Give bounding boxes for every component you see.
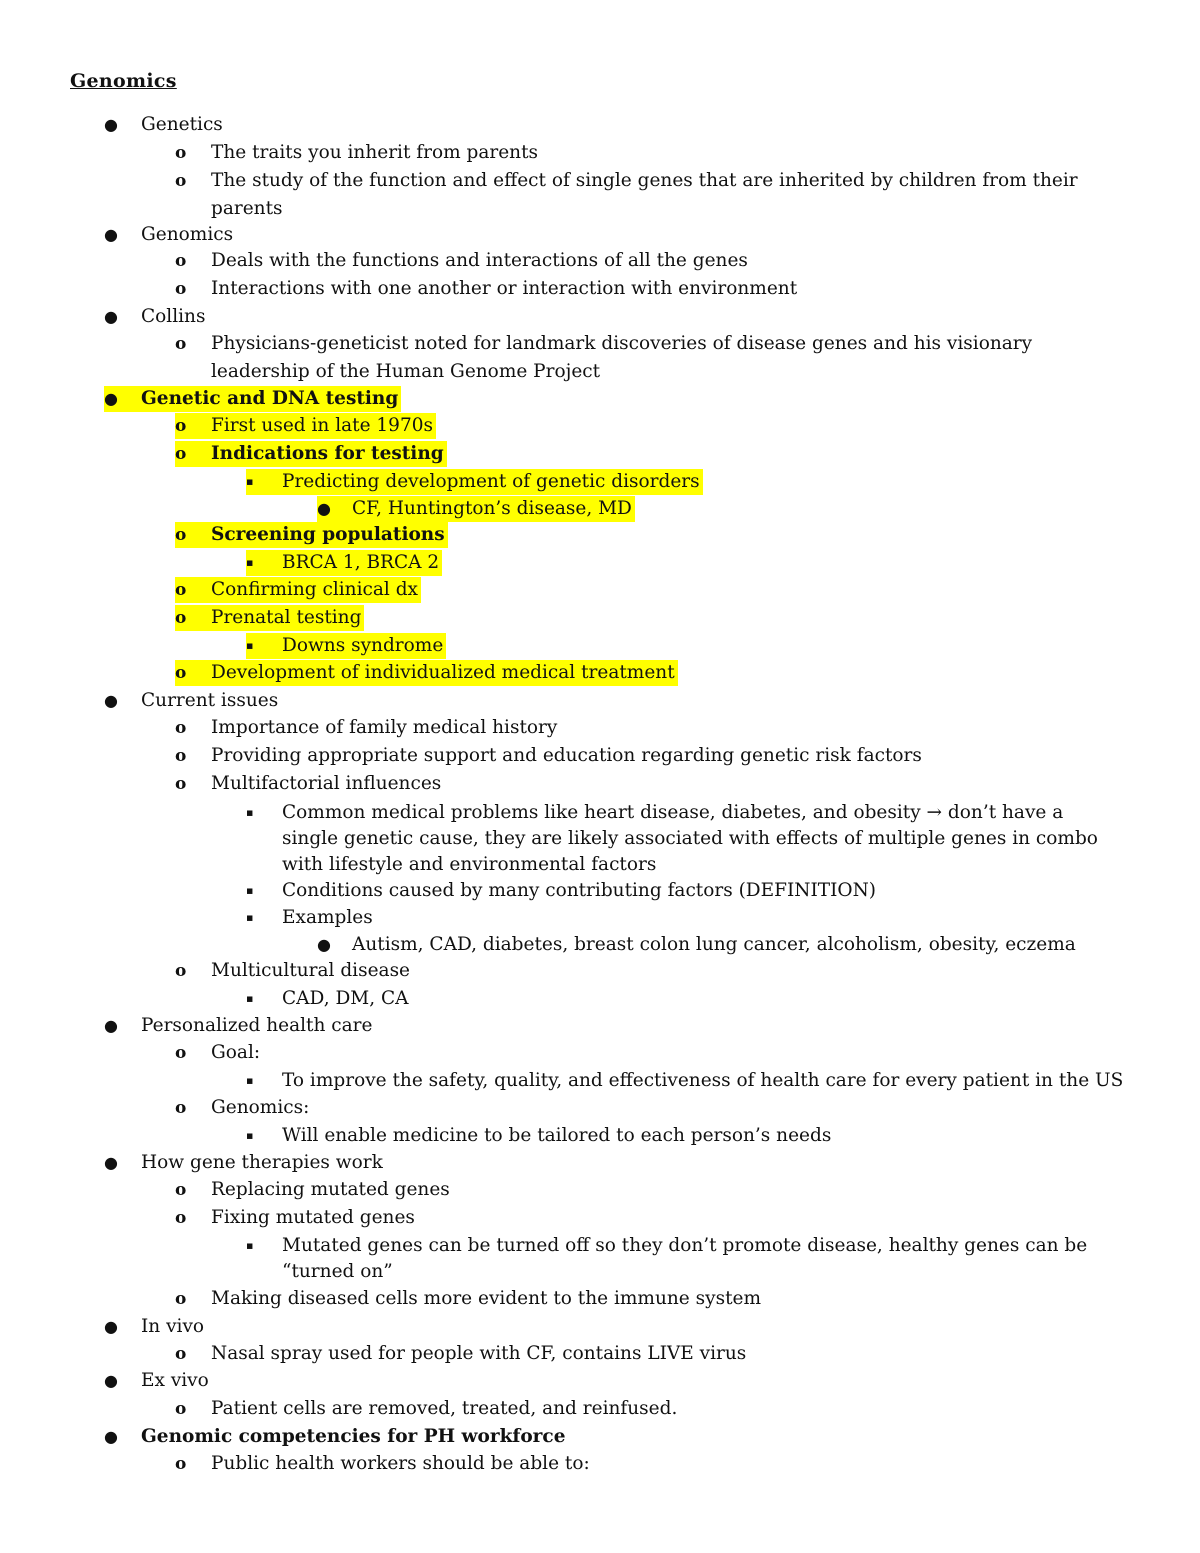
square-bullet-icon: ▪ bbox=[246, 550, 282, 576]
circle-bullet-icon: o bbox=[175, 1098, 187, 1118]
outline-item-text: Confirming clinical dx bbox=[211, 577, 421, 603]
circle-bullet-icon: o bbox=[175, 441, 211, 467]
round-bullet-icon: ● bbox=[104, 1371, 118, 1390]
circle-bullet-icon: o bbox=[175, 1208, 187, 1228]
circle-bullet-icon: o bbox=[175, 746, 187, 766]
circle-bullet-icon: o bbox=[175, 577, 211, 603]
outline-item-text: To improve the safety, quality, and effectiveness of health care for every patient in the US bbox=[282, 1070, 1124, 1091]
round-bullet-icon: ● bbox=[104, 691, 118, 710]
circle-bullet-icon: o bbox=[175, 1043, 187, 1063]
outline-item-text: Nasal spray used for people with CF, contains LIVE virus bbox=[211, 1343, 747, 1364]
outline-item-text: Genetic and DNA testing bbox=[141, 386, 401, 412]
outline-item-text: Collins bbox=[141, 306, 206, 327]
circle-bullet-icon: o bbox=[175, 718, 187, 738]
circle-bullet-icon: o bbox=[175, 1454, 187, 1474]
round-bullet-icon: ● bbox=[104, 1016, 118, 1035]
outline-item-text: Genomic competencies for PH workforce bbox=[141, 1426, 566, 1447]
square-bullet-icon: ▪ bbox=[246, 806, 254, 819]
outline-item-text: Genomics: bbox=[211, 1097, 310, 1118]
outline-item-text: Public health workers should be able to: bbox=[211, 1453, 590, 1474]
circle-bullet-icon: o bbox=[175, 1399, 187, 1419]
outline-item-text: The study of the function and effect of single genes that are inherited by children from their bbox=[211, 170, 1078, 191]
outline-item-text: Patient cells are removed, treated, and reinfused. bbox=[211, 1398, 678, 1419]
square-bullet-icon: ▪ bbox=[246, 1074, 254, 1087]
outline-item-text: Will enable medicine to be tailored to each person’s needs bbox=[282, 1125, 832, 1146]
outline-item-text: Goal: bbox=[211, 1042, 261, 1063]
outline-item-text: parents bbox=[211, 198, 283, 219]
outline-item-text: Replacing mutated genes bbox=[211, 1179, 450, 1200]
outline-item-text: Genetics bbox=[141, 114, 223, 135]
circle-bullet-icon: o bbox=[175, 660, 211, 686]
round-bullet-icon: ● bbox=[104, 307, 118, 326]
outline-item-text: BRCA 1, BRCA 2 bbox=[282, 550, 442, 576]
round-bullet-icon: ● bbox=[104, 115, 118, 134]
circle-bullet-icon: o bbox=[175, 279, 187, 299]
circle-bullet-icon: o bbox=[175, 1180, 187, 1200]
outline-item-text: Indications for testing bbox=[211, 441, 447, 467]
square-bullet-icon: ▪ bbox=[246, 633, 282, 659]
outline-item-text: leadership of the Human Genome Project bbox=[211, 361, 601, 382]
outline-item-text: Development of individualized medical treatment bbox=[211, 660, 678, 686]
square-bullet-icon: ▪ bbox=[246, 1129, 254, 1142]
circle-bullet-icon: o bbox=[175, 413, 211, 439]
square-bullet-icon: ▪ bbox=[246, 911, 254, 924]
outline-item-text: Common medical problems like heart disease, diabetes, and obesity → don’t have a bbox=[282, 802, 1064, 823]
outline-item-text: In vivo bbox=[141, 1316, 205, 1337]
page-title: Genomics bbox=[70, 70, 177, 92]
circle-bullet-icon: o bbox=[175, 1289, 187, 1309]
outline-item-text: How gene therapies work bbox=[141, 1152, 383, 1173]
circle-bullet-icon: o bbox=[175, 171, 187, 191]
circle-bullet-icon: o bbox=[175, 605, 211, 631]
outline-item-text: Physicians-geneticist noted for landmark discoveries of disease genes and his visionary bbox=[211, 333, 1033, 354]
outline-item-text: Conditions caused by many contributing factors (DEFINITION) bbox=[282, 880, 877, 901]
round-bullet-icon: ● bbox=[317, 496, 352, 522]
outline-item-text: Downs syndrome bbox=[282, 633, 446, 659]
outline-item-text: Providing appropriate support and education regarding genetic risk factors bbox=[211, 745, 922, 766]
outline-item-text: with lifestyle and environmental factors bbox=[282, 854, 657, 875]
outline-item-text: Multicultural disease bbox=[211, 960, 411, 981]
circle-bullet-icon: o bbox=[175, 774, 187, 794]
outline-item-text: Making diseased cells more evident to the immune system bbox=[211, 1288, 761, 1309]
round-bullet-icon: ● bbox=[104, 1153, 118, 1172]
outline-item-text: The traits you inherit from parents bbox=[211, 142, 539, 163]
outline-item-text: “turned on” bbox=[282, 1261, 393, 1282]
circle-bullet-icon: o bbox=[175, 251, 187, 271]
square-bullet-icon: ▪ bbox=[246, 992, 254, 1005]
circle-bullet-icon: o bbox=[175, 1344, 187, 1364]
round-bullet-icon: ● bbox=[317, 935, 331, 954]
outline-item-text: Autism, CAD, diabetes, breast colon lung cancer, alcoholism, obesity, eczema bbox=[352, 934, 1076, 955]
outline-item-text: Personalized health care bbox=[141, 1015, 373, 1036]
outline-item-text: Screening populations bbox=[211, 522, 448, 548]
round-bullet-icon: ● bbox=[104, 1427, 118, 1446]
outline-item-text: CAD, DM, CA bbox=[282, 988, 409, 1009]
square-bullet-icon: ▪ bbox=[246, 469, 282, 495]
square-bullet-icon: ▪ bbox=[246, 884, 254, 897]
outline-item-text: Current issues bbox=[141, 690, 279, 711]
circle-bullet-icon: o bbox=[175, 143, 187, 163]
round-bullet-icon: ● bbox=[104, 225, 118, 244]
round-bullet-icon: ● bbox=[104, 386, 141, 412]
outline-item-text: Genomics bbox=[141, 224, 234, 245]
circle-bullet-icon: o bbox=[175, 334, 187, 354]
outline-item-text: Importance of family medical history bbox=[211, 717, 558, 738]
outline-item-text: Predicting development of genetic disorders bbox=[282, 469, 703, 495]
outline-item-text: Prenatal testing bbox=[211, 605, 364, 631]
outline-item-text: First used in late 1970s bbox=[211, 413, 436, 439]
outline-item-text: CF, Huntington’s disease, MD bbox=[352, 496, 635, 522]
outline-item-text: Examples bbox=[282, 907, 373, 928]
outline-item-text: Interactions with one another or interaction with environment bbox=[211, 278, 798, 299]
outline-item-text: Fixing mutated genes bbox=[211, 1207, 415, 1228]
outline-item-text: single genetic cause, they are likely associated with effects of multiple genes in combo bbox=[282, 828, 1098, 849]
outline-item-text: Mutated genes can be turned off so they don’t promote disease, healthy genes can be bbox=[282, 1235, 1088, 1256]
outline-item-text: Deals with the functions and interactions of all the genes bbox=[211, 250, 748, 271]
circle-bullet-icon: o bbox=[175, 961, 187, 981]
outline-item-text: Ex vivo bbox=[141, 1370, 209, 1391]
circle-bullet-icon: o bbox=[175, 522, 211, 548]
square-bullet-icon: ▪ bbox=[246, 1239, 254, 1252]
round-bullet-icon: ● bbox=[104, 1317, 118, 1336]
outline-item-text: Multifactorial influences bbox=[211, 773, 442, 794]
